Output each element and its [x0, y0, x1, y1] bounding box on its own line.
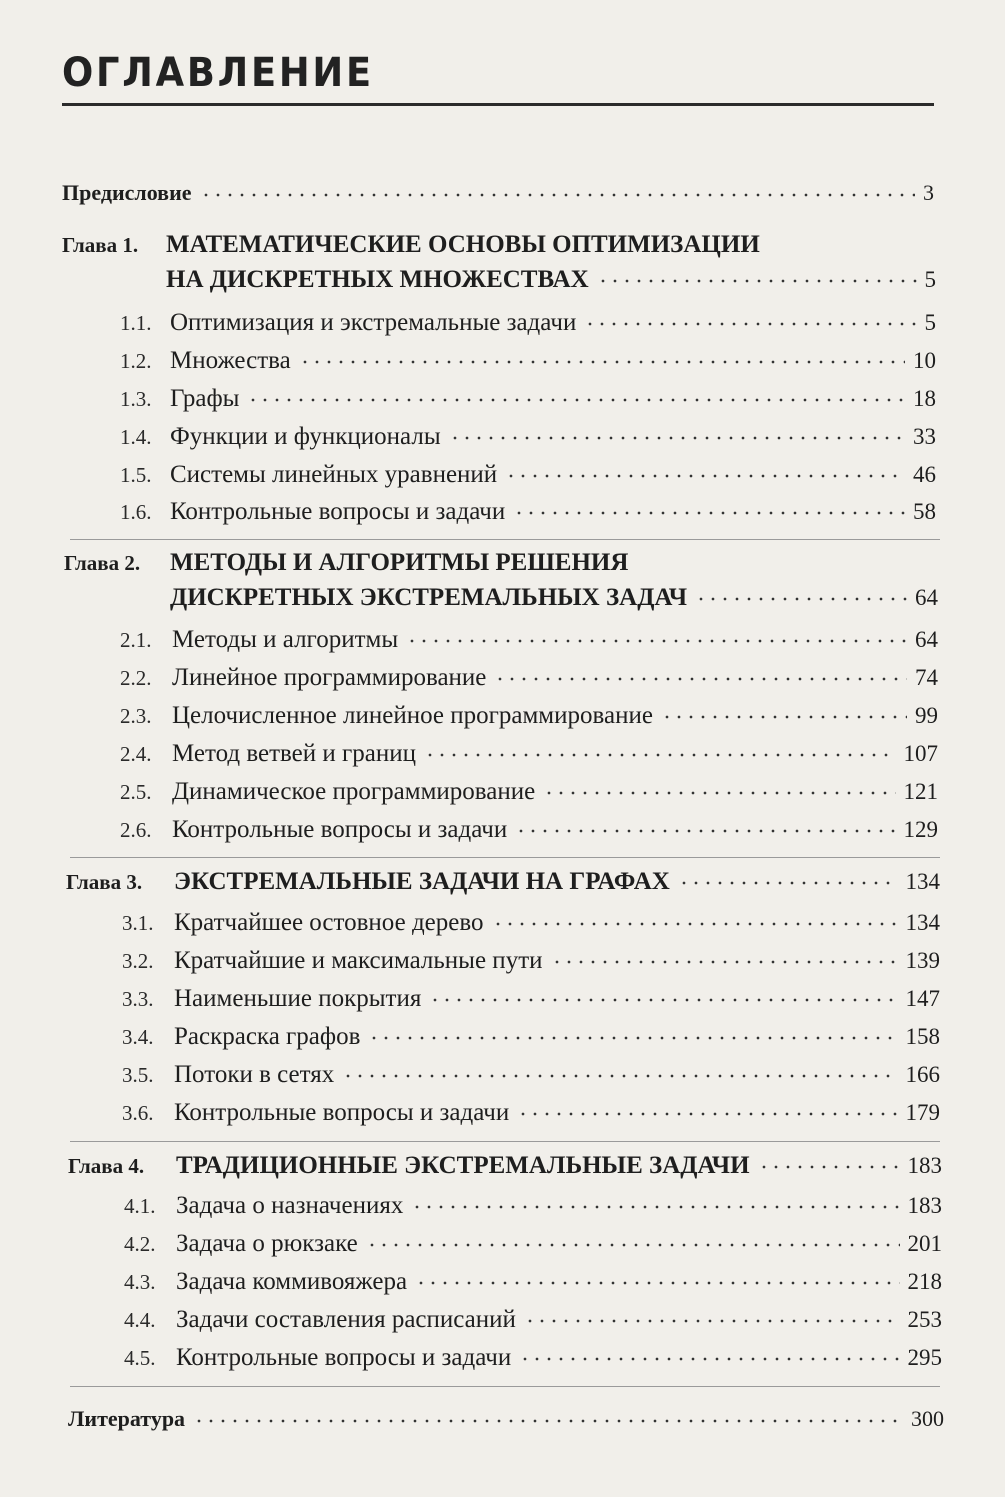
section-title: Системы линейных уравнений: [170, 461, 498, 488]
dot-leader: [519, 1340, 899, 1365]
section-entry[interactable]: [120, 457, 936, 491]
section-number: 1.5.: [120, 463, 152, 487]
section-title: Методы и алгоритмы: [172, 626, 399, 653]
dot-leader: [247, 381, 905, 406]
section-title: Контрольные вопросы и задачи: [174, 1099, 510, 1126]
section-title: Контрольные вопросы и задачи: [172, 816, 508, 843]
dot-leader: [429, 981, 897, 1006]
title-rule: [62, 103, 934, 106]
dot-leader: [524, 1302, 900, 1327]
entry-page: 218: [907, 1269, 942, 1294]
dot-leader: [505, 457, 905, 482]
chapter-number: Глава 3.: [66, 870, 143, 894]
section-number: 3.6.: [122, 1101, 154, 1125]
section-number: 1.2.: [120, 349, 152, 373]
section-number: 2.4.: [120, 742, 152, 766]
entry-page: 5: [924, 267, 936, 292]
entry-page: 64: [915, 627, 938, 652]
dot-leader: [758, 1148, 900, 1173]
section-title: Оптимизация и экстремальные задачи: [170, 309, 577, 336]
section-entry[interactable]: [120, 343, 936, 377]
entry-page: 74: [915, 665, 938, 690]
section-number: 2.5.: [120, 780, 152, 804]
section-title: Графы: [170, 385, 240, 412]
section-entry[interactable]: [120, 494, 936, 528]
section-entry[interactable]: [120, 419, 936, 453]
chapter-number: Глава 2.: [64, 551, 141, 575]
section-title: Задача коммивояжера: [176, 1268, 408, 1295]
chapter-heading-2[interactable]: [64, 546, 628, 580]
dot-leader: [515, 812, 895, 837]
chapter-title-line1: МЕТОДЫ И АЛГОРИТМЫ РЕШЕНИЯ: [170, 549, 629, 576]
section-number: 4.5.: [124, 1346, 156, 1370]
section-title: Функции и функционалы: [170, 423, 441, 450]
entry-page: 179: [905, 1100, 940, 1125]
dot-leader: [513, 494, 905, 519]
chapter-title-line2: ДИСКРЕТНЫХ ЭКСТРЕМАЛЬНЫХ ЗАДАЧ: [170, 584, 688, 611]
chapter-title: ЭКСТРЕМАЛЬНЫЕ ЗАДАЧИ НА ГРАФАХ: [174, 868, 670, 895]
entry-page: 99: [915, 703, 938, 728]
section-entry[interactable]: [120, 812, 938, 846]
entry-page: 5: [924, 310, 936, 335]
dot-leader: [449, 419, 905, 444]
section-entry[interactable]: [120, 660, 938, 694]
dot-leader: [494, 660, 907, 685]
dot-leader: [597, 262, 917, 287]
dot-leader: [551, 943, 898, 968]
entry-page: 201: [907, 1231, 942, 1256]
section-number: 3.5.: [122, 1063, 154, 1087]
dot-leader: [366, 1226, 900, 1251]
dot-leader: [543, 774, 895, 799]
entry-page: 10: [913, 348, 936, 373]
section-entry[interactable]: [122, 943, 940, 977]
section-entry[interactable]: [120, 622, 938, 656]
section-entry[interactable]: [122, 1057, 940, 1091]
dot-leader: [661, 698, 907, 723]
entry-page: 253: [907, 1307, 942, 1332]
dot-leader: [517, 1095, 897, 1120]
chapter-title-line1: МАТЕМАТИЧЕСКИЕ ОСНОВЫ ОПТИМИЗАЦИИ: [166, 231, 760, 258]
section-number: 1.1.: [120, 311, 152, 335]
section-title: Потоки в сетях: [174, 1061, 335, 1088]
chapter-entry-2[interactable]: [170, 580, 938, 614]
section-title: Целочисленное линейное программирование: [172, 702, 653, 729]
section-number: 2.3.: [120, 704, 152, 728]
chapter-divider: [70, 857, 940, 858]
section-entry[interactable]: [124, 1188, 942, 1222]
entry-page: 147: [905, 986, 940, 1011]
chapter-title-line2: НА ДИСКРЕТНЫХ МНОЖЕСТВАХ: [166, 266, 589, 293]
section-entry[interactable]: [124, 1340, 942, 1374]
chapter-number: Глава 1.: [62, 233, 139, 257]
section-number: 2.2.: [120, 666, 152, 690]
dot-leader: [678, 864, 898, 889]
section-entry[interactable]: [122, 1095, 940, 1129]
dot-leader: [193, 1404, 903, 1426]
section-entry[interactable]: [120, 736, 938, 770]
section-number: 3.2.: [122, 949, 154, 973]
section-title: Задачи составления расписаний: [176, 1306, 516, 1333]
section-entry[interactable]: [122, 905, 940, 939]
section-number: 4.2.: [124, 1232, 156, 1256]
section-number: 3.3.: [122, 987, 154, 1011]
section-number: 1.4.: [120, 425, 152, 449]
entry-page: 46: [913, 462, 936, 487]
section-number: 1.6.: [120, 500, 152, 524]
entry-page: 107: [903, 741, 938, 766]
section-number: 4.3.: [124, 1270, 156, 1294]
section-title: Раскраска графов: [174, 1023, 361, 1050]
section-title: Линейное программирование: [172, 664, 487, 691]
chapter-number: Глава 4.: [68, 1154, 145, 1178]
entry-page: 139: [905, 948, 940, 973]
section-title: Кратчайшее остовное дерево: [174, 909, 484, 936]
entry-page: 183: [907, 1153, 942, 1178]
dot-leader: [200, 178, 915, 200]
section-title: Контрольные вопросы и задачи: [170, 498, 506, 525]
entry-title: Литература: [68, 1406, 186, 1431]
section-entry[interactable]: [122, 1019, 940, 1053]
entry-page: 183: [907, 1193, 942, 1218]
section-title: Наименьшие покрытия: [174, 985, 422, 1012]
toc-entry-preface[interactable]: [62, 176, 934, 210]
section-entry[interactable]: [120, 305, 936, 339]
entry-page: 166: [905, 1062, 940, 1087]
section-title: Контрольные вопросы и задачи: [176, 1344, 512, 1371]
section-entry[interactable]: [122, 981, 940, 1015]
entry-page: 33: [913, 424, 936, 449]
section-number: 1.3.: [120, 387, 152, 411]
chapter-entry-3[interactable]: [66, 864, 940, 898]
entry-page: 134: [905, 910, 940, 935]
dot-leader: [368, 1019, 897, 1044]
chapter-divider: [70, 1141, 940, 1142]
entry-page: 64: [915, 585, 938, 610]
section-title: Динамическое программирование: [172, 778, 536, 805]
entry-page: 295: [907, 1345, 942, 1370]
section-title: Кратчайшие и максимальные пути: [174, 947, 543, 974]
section-entry[interactable]: [120, 774, 938, 808]
section-number: 2.1.: [120, 628, 152, 652]
entry-page: 158: [905, 1024, 940, 1049]
chapter-entry-4[interactable]: [68, 1148, 942, 1182]
dot-leader: [492, 905, 898, 930]
dot-leader: [406, 622, 907, 647]
entry-page: 3: [923, 180, 934, 205]
entry-page: 18: [913, 386, 936, 411]
chapter-title: ТРАДИЦИОННЫЕ ЭКСТРЕМАЛЬНЫЕ ЗАДАЧИ: [176, 1152, 750, 1179]
section-entry[interactable]: [124, 1226, 942, 1260]
section-entry[interactable]: [120, 381, 936, 415]
toc-entry-literature[interactable]: [68, 1402, 944, 1436]
page-title: ОГЛАВЛЕНИЕ: [62, 50, 374, 96]
dot-leader: [584, 305, 916, 330]
entry-title: Предисловие: [62, 180, 192, 205]
section-entry[interactable]: [124, 1302, 942, 1336]
section-entry[interactable]: [124, 1264, 942, 1298]
dot-leader: [424, 736, 895, 761]
section-number: 4.1.: [124, 1194, 156, 1218]
dot-leader: [299, 343, 905, 368]
section-number: 2.6.: [120, 818, 152, 842]
dot-leader: [411, 1188, 899, 1213]
entry-page: 58: [913, 499, 936, 524]
entry-page: 134: [905, 869, 940, 894]
section-title: Метод ветвей и границ: [172, 740, 417, 767]
chapter-divider: [70, 539, 940, 540]
chapter-heading-1[interactable]: [62, 228, 760, 262]
dot-leader: [695, 580, 907, 605]
section-number: 3.4.: [122, 1025, 154, 1049]
section-number: 3.1.: [122, 911, 154, 935]
section-title: Множества: [170, 347, 291, 374]
section-title: Задача о назначениях: [176, 1192, 404, 1219]
chapter-entry-1[interactable]: [166, 262, 936, 296]
entry-page: 121: [903, 779, 938, 804]
dot-leader: [342, 1057, 897, 1082]
entry-page: 300: [911, 1406, 944, 1431]
section-number: 4.4.: [124, 1308, 156, 1332]
entry-page: 129: [903, 817, 938, 842]
section-entry[interactable]: [120, 698, 938, 732]
dot-leader: [415, 1264, 899, 1289]
chapter-divider: [70, 1386, 940, 1387]
section-title: Задача о рюкзаке: [176, 1230, 358, 1257]
